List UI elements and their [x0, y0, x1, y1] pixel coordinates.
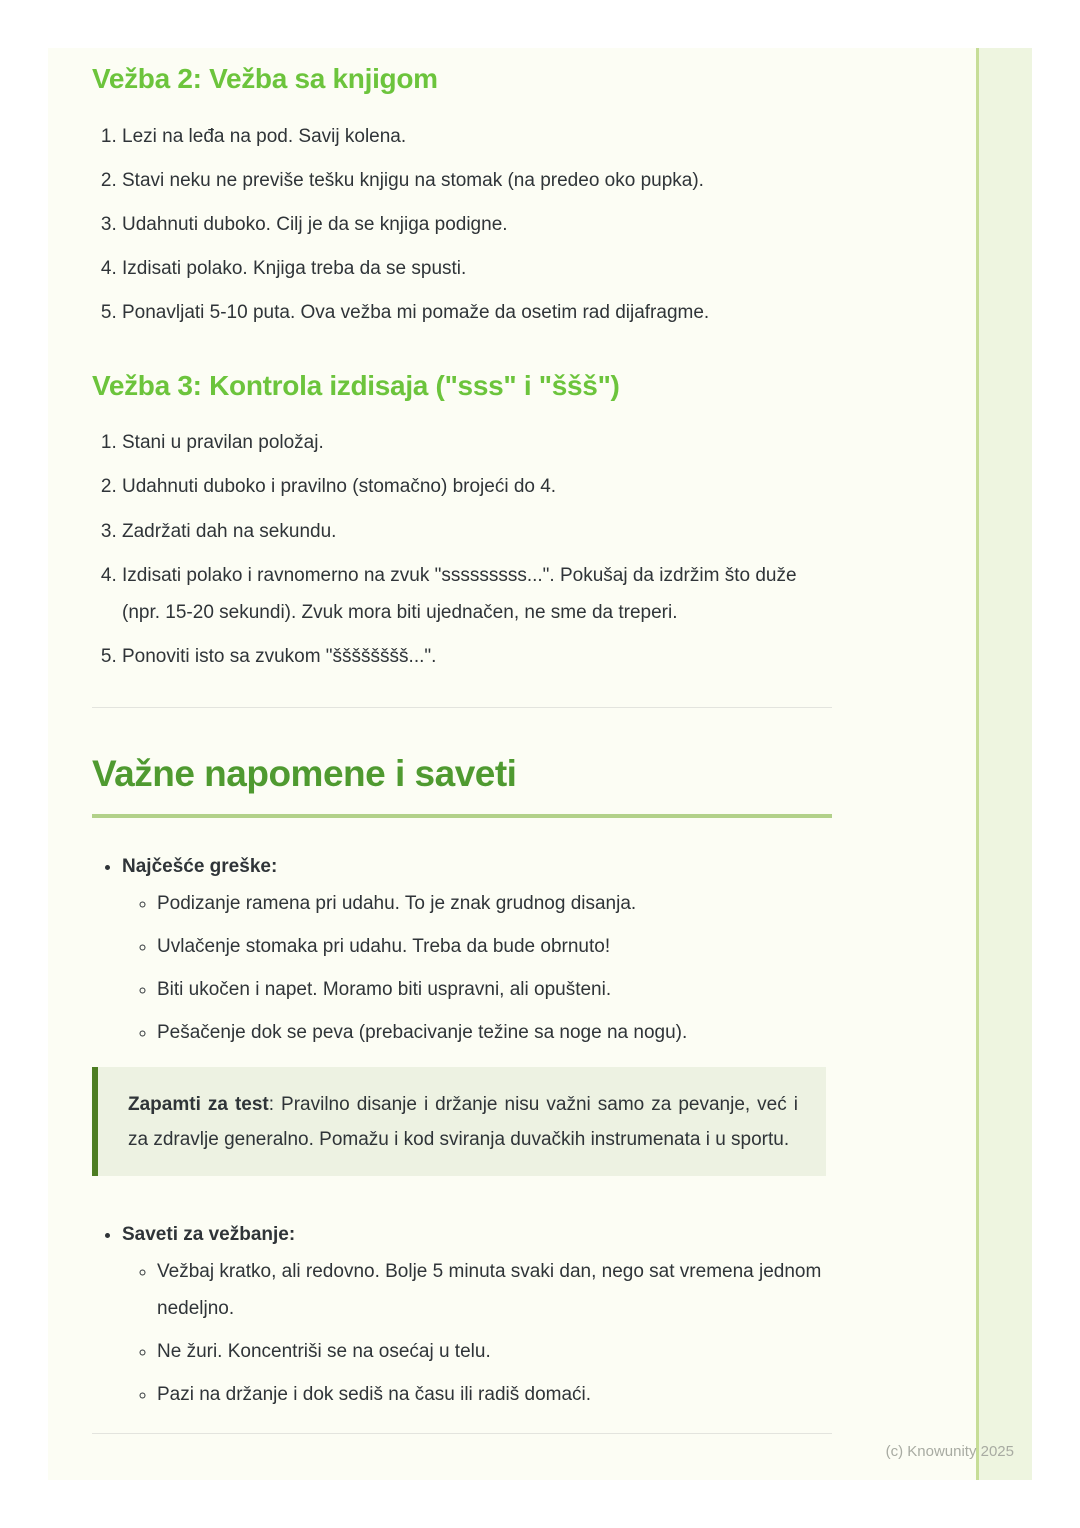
zapamti-callout: [92, 1067, 826, 1175]
list-item: ◦ Pešačenje dok se peva (prebacivanje težine sa noge na nogu).: [157, 1014, 832, 1051]
copyright-footer: (c) Knowunity 2025: [885, 1443, 1014, 1460]
greske-sublist: [122, 885, 832, 1051]
list-item: 3. Zadržati dah na sekundu.: [122, 513, 832, 550]
list-item: 1. Lezi na leđa na pod. Savij kolena.: [122, 118, 832, 155]
list-item: ◦ Biti ukočen i napet. Moramo biti uspravni, ali opušteni.: [157, 971, 832, 1008]
callout-text: [128, 1087, 798, 1157]
saveti-label: Saveti za vežbanje:: [122, 1223, 296, 1245]
list-item: ◦ Podizanje ramena pri udahu. To je znak grudnog disanja.: [157, 885, 832, 922]
list-item: 5. Ponavljati 5-10 puta. Ova vežba mi pomaže da osetim rad dijafragme.: [122, 294, 832, 331]
list-item: 1. Stani u pravilan položaj.: [122, 424, 832, 461]
page-title-napomene: Važne napomene i saveti: [92, 752, 832, 818]
section-divider: [92, 707, 832, 708]
list-item: ◦ Pazi na držanje i dok sediš na času ili radiš domaći.: [157, 1376, 832, 1413]
bottom-divider: [92, 1433, 832, 1434]
worksheet-page: [48, 48, 1032, 1480]
list-item-saveti: [122, 1216, 832, 1413]
greske-list: [92, 848, 832, 1051]
saveti-list: [92, 1216, 832, 1413]
vezba3-steps-list: [92, 424, 832, 674]
vezba2-steps-list: [92, 118, 832, 331]
list-item: 3. Udahnuti duboko. Cilj je da se knjiga podigne.: [122, 206, 832, 243]
callout-body: : Pravilno disanje i držanje nisu važni samo za pevanje, već i za zdravlje generalno. Pomažu i kod sviranja duvačkih instrumenata i u sportu.: [128, 1094, 798, 1151]
greske-label: Najčešće greške:: [122, 856, 278, 878]
list-item-greske: [122, 848, 832, 1051]
list-item: ◦ Ne žuri. Koncentriši se na osećaj u telu.: [157, 1333, 832, 1370]
callout-label: Zapamti za test: [128, 1094, 269, 1116]
list-item: 5. Ponoviti isto sa zvukom "šššššššš...".: [122, 638, 832, 675]
list-item: 4. Izdisati polako. Knjiga treba da se spusti.: [122, 250, 832, 287]
right-accent-strip: [976, 48, 1032, 1480]
section-title-vezba2: Vežba 2: Vežba sa knjigom: [92, 63, 438, 94]
section-title-vezba3: Vežba 3: Kontrola izdisaja ("sss" i "ššš"): [92, 369, 620, 401]
list-item: ◦ Vežbaj kratko, ali redovno. Bolje 5 minuta svaki dan, nego sat vremena jednom nedeljno.: [157, 1253, 832, 1327]
saveti-sublist: [122, 1253, 832, 1413]
list-item: 4. Izdisati polako i ravnomerno na zvuk "sssssssss...". Pokušaj da izdržim što duže (npr. 15-20 sekundi). Zvuk mora biti ujednačen, ne sme da treperi.: [122, 557, 832, 631]
list-item: ◦ Uvlačenje stomaka pri udahu. Treba da bude obrnuto!: [157, 928, 832, 965]
list-item: 2. Udahnuti duboko i pravilno (stomačno) brojeći do 4.: [122, 468, 832, 505]
page-content: [92, 48, 832, 1434]
list-item: 2. Stavi neku ne previše tešku knjigu na stomak (na predeo oko pupka).: [122, 162, 832, 199]
